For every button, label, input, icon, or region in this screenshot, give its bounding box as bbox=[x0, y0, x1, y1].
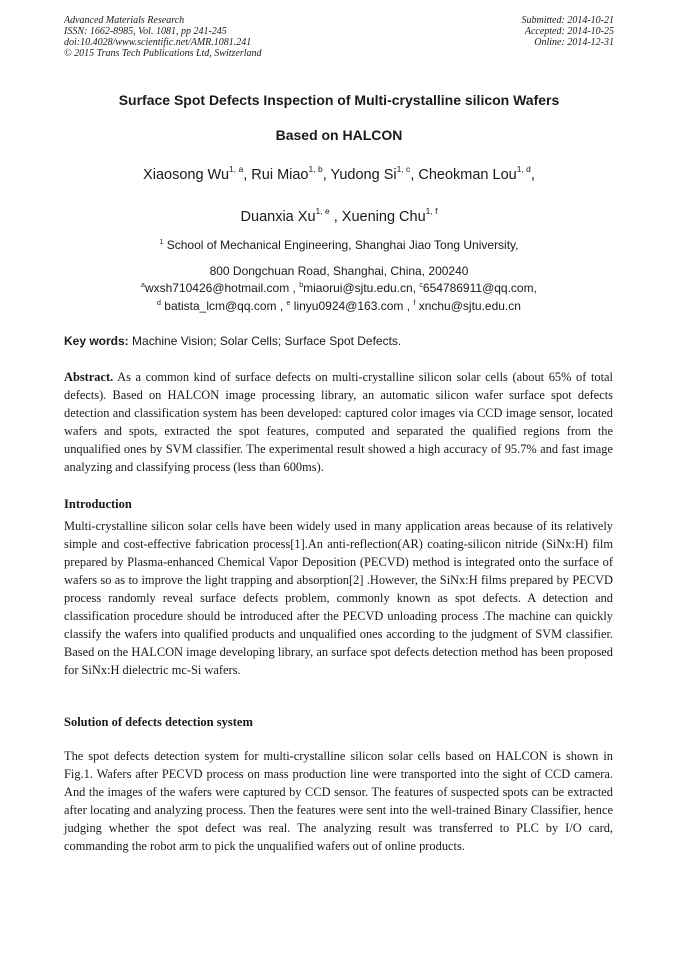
email-address: wxsh710426@hotmail.com bbox=[144, 281, 290, 295]
email-separator: , bbox=[289, 281, 296, 295]
email-line-1 bbox=[40, 281, 638, 295]
abstract-label: Abstract. bbox=[64, 370, 114, 384]
solution-heading: Solution of defects detection system bbox=[64, 715, 253, 729]
author-affiliation-mark: 1, a bbox=[229, 164, 244, 175]
author-separator: , bbox=[410, 167, 419, 183]
author-name: Rui Miao bbox=[251, 167, 309, 183]
submitted-date: Submitted: 2014-10-21 bbox=[521, 15, 614, 26]
accepted-date: Accepted: 2014-10-25 bbox=[524, 26, 614, 37]
email-mark: f bbox=[413, 300, 416, 307]
paper-title-line-2: Based on HALCON bbox=[275, 127, 403, 143]
article-dates bbox=[522, 15, 615, 48]
keywords bbox=[64, 334, 401, 348]
email-mark: b bbox=[299, 282, 304, 289]
solution-text: The spot defects detection system for multi-crystalline silicon solar cells based on HALCON is shown in Fig.1. Wafers after PECVD process on mass production line were transported into the sight of CCD camera. And the images of the wafers were captured by CCD sensor. The features of suspected spots can be extracted after locating and analyzing process. Then the features were sent into the well-trained Binary Classifier, hence judging whether the spot defect was real. The analyzing result was transferred to PLC by I/O card, commanding the robot arm to pick the unqualified wafers out of online products. bbox=[64, 749, 613, 853]
email-address: linyu0924@163.com bbox=[293, 299, 404, 313]
online-date: Online: 2014-12-31 bbox=[534, 37, 614, 48]
email-separator: , bbox=[412, 281, 417, 295]
affiliation-mark: 1 bbox=[159, 239, 164, 246]
abstract bbox=[64, 368, 613, 476]
email-line-2 bbox=[40, 299, 638, 313]
author-line-1 bbox=[40, 166, 638, 184]
email-mark: a bbox=[141, 282, 145, 289]
introduction-heading: Introduction bbox=[64, 497, 132, 511]
introduction-text: Multi-crystalline silicon solar cells have been widely used in many application areas because of its relatively simple and cost-effective fabrication process[1].An anti-reflection(AR) coating-silicon nitride (SiNx:H) film prepared by Plasma-enhanced Chemical Vapor Deposition (PECVD) method is integrated onto the surface of wafers so as to improve the light trapping and absorption[2] .However, the SiNx:H films prepared by PECVD process randomly reveal surface defects problem, commonly known as spot defects. A detection and classification procedure should be introduced after the PECVD unloading process .The machine can quickly classify the wafers into qualified products and unqualified ones according to the judgment of SVM classifier. Based on the HALCON image developing library, an surface spot defects detection method has been proposed for SiNx:H dielectric mc-Si wafers. bbox=[64, 519, 613, 677]
email-separator: , bbox=[276, 299, 284, 313]
affiliation-line-1 bbox=[40, 238, 638, 252]
journal-name: Advanced Materials Research bbox=[64, 15, 185, 26]
author-separator: , bbox=[530, 167, 535, 183]
author-affiliation-mark: 1, c bbox=[396, 164, 411, 175]
author-name: Cheokman Lou bbox=[418, 167, 517, 183]
author-separator: , bbox=[329, 209, 342, 225]
email-mark: e bbox=[286, 300, 291, 307]
author-separator: , bbox=[243, 167, 252, 183]
keywords-text: Machine Vision; Solar Cells; Surface Spot Defects. bbox=[132, 334, 402, 348]
author-separator: , bbox=[322, 167, 331, 183]
email-mark: c bbox=[419, 282, 423, 289]
email-mark: d bbox=[157, 300, 161, 307]
author-affiliation-mark: 1, b bbox=[308, 164, 323, 175]
journal-issn: ISSN: 1662-8985, Vol. 1081, pp 241-245 bbox=[64, 26, 227, 37]
affiliation-institution: School of Mechanical Engineering, Shanghai Jiao Tong University, bbox=[166, 238, 519, 252]
email-address: 654786911@qq.com bbox=[422, 281, 534, 295]
email-address: batista_lcm@qq.com bbox=[164, 299, 277, 313]
email-separator: , bbox=[533, 281, 537, 295]
author-name: Yudong Si bbox=[330, 167, 397, 183]
author-line-2 bbox=[40, 208, 638, 226]
author-name: Duanxia Xu bbox=[240, 209, 316, 225]
journal-info bbox=[64, 15, 262, 59]
author-name: Xuening Chu bbox=[341, 209, 426, 225]
keywords-label: Key words: bbox=[64, 334, 129, 348]
email-address: xnchu@sjtu.edu.cn bbox=[418, 299, 521, 313]
author-affiliation-mark: 1, e bbox=[315, 206, 330, 217]
journal-doi: doi:10.4028/www.scientific.net/AMR.1081.241 bbox=[64, 37, 252, 48]
author-name: Xiaosong Wu bbox=[143, 167, 230, 183]
affiliation-line-2: 800 Dongchuan Road, Shanghai, China, 200240 bbox=[209, 264, 469, 278]
author-affiliation-mark: 1, d bbox=[516, 164, 531, 175]
email-separator: , bbox=[403, 299, 411, 313]
email-address: miaorui@sjtu.edu.cn bbox=[303, 281, 413, 295]
journal-copyright: © 2015 Trans Tech Publications Ltd, Switzerland bbox=[64, 48, 262, 59]
abstract-text: As a common kind of surface defects on multi-crystalline silicon solar cells (about 65% of total defects). Based on HALCON image processing library, an automatic silicon wafer surface spot defects detection and classification system has been developed: captured color images via CCD image sensor, located wafers and spots, extracted the spot features, computed and separated the qualified regions from the unqualified ones by SVM classifier. The experimental result showed a high accuracy of 95.7% and fast image analyzing and classifying process (less than 600ms). bbox=[64, 370, 614, 474]
author-affiliation-mark: 1, f bbox=[425, 206, 438, 217]
paper-title-line-1: Surface Spot Defects Inspection of Multi-crystalline silicon Wafers bbox=[118, 92, 560, 108]
